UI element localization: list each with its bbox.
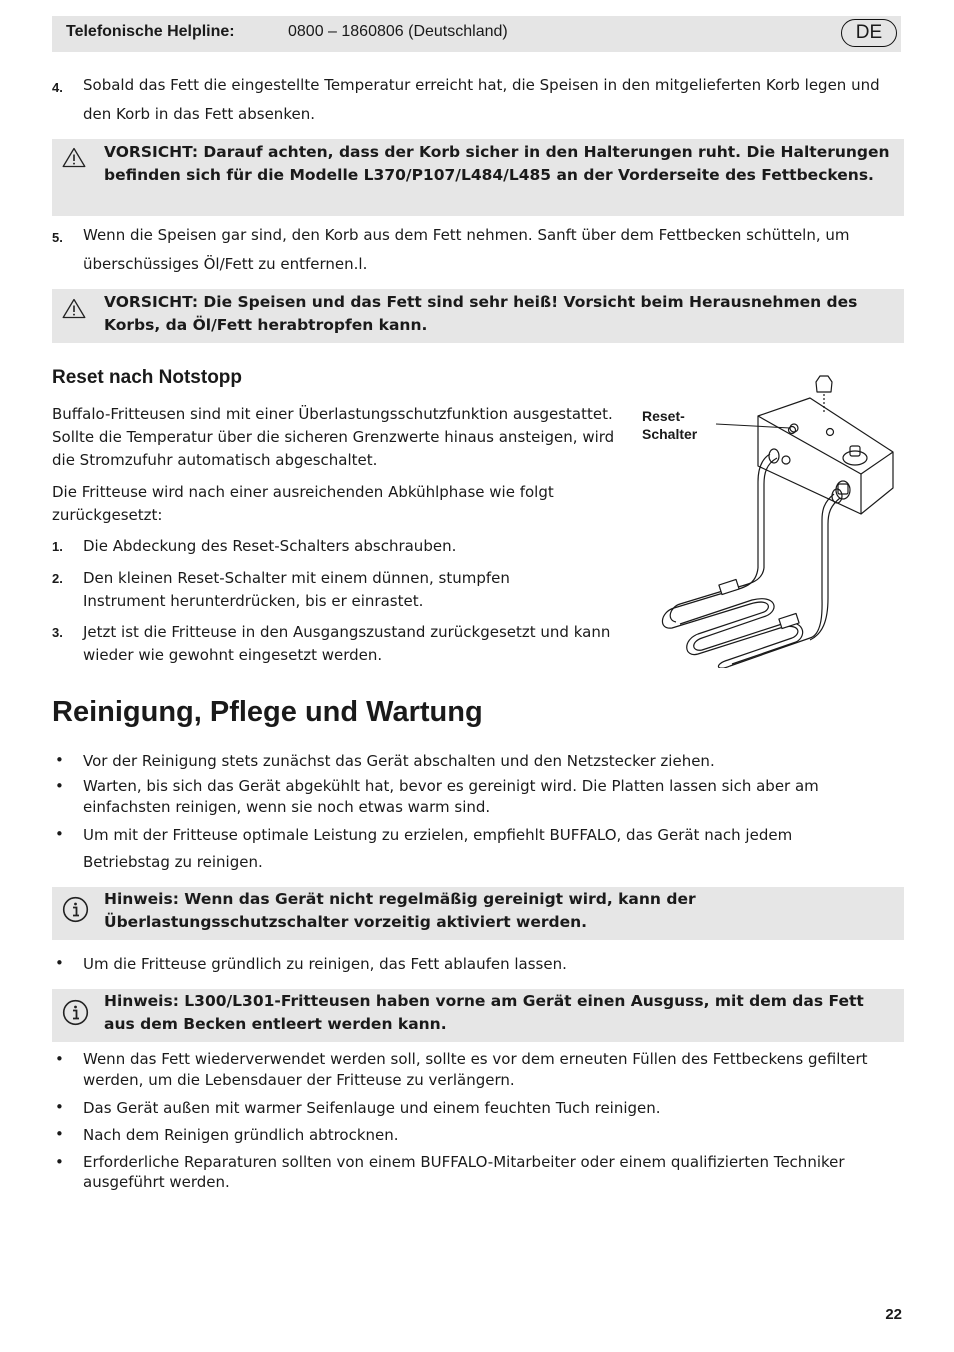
step-text: Den kleinen Reset-Schalter mit einem dünnen, stumpfen Instrument herunterdrücken, bis er einrastet. — [83, 569, 510, 610]
bullet-symbol: • — [55, 751, 64, 769]
info-icon — [62, 896, 89, 923]
step-text: Wenn die Speisen gar sind, den Korb aus dem Fett nehmen. Sanft über dem Fettbecken schütteln, um überschüssiges Öl/Fett zu entfernen.l. — [83, 226, 850, 273]
warning-triangle-icon — [62, 298, 86, 319]
step-text: Die Abdeckung des Reset-Schalters abschrauben. — [83, 537, 457, 555]
fryer-heating-element-illustration — [640, 372, 902, 668]
warning-text: VORSICHT: Darauf achten, dass der Korb sicher in den Halterungen ruht. Die Halterungen befinden sich für die Modelle L370/P107/L484/L485 an der Vorderseite des Fettbeckens. — [104, 143, 890, 184]
bullet-symbol: • — [55, 1098, 64, 1116]
step-number: 1. — [52, 539, 63, 554]
step-number: 2. — [52, 571, 63, 586]
step-text: Jetzt ist die Fritteuse in den Ausgangszustand zurückgesetzt und kann wieder wie gewohnt eingesetzt werden. — [83, 623, 611, 664]
info-note-text: Hinweis: Wenn das Gerät nicht regelmäßig gereinigt wird, kann der Überlastungsschutzschalter vorzeitig aktiviert werden. — [104, 890, 696, 931]
info-note-box — [52, 887, 904, 940]
section-heading-reset: Reset nach Notstopp — [52, 367, 243, 388]
info-note-box — [52, 989, 904, 1042]
reset-intro: Buffalo-Fritteusen sind mit einer Überlastungsschutzfunktion ausgestattet. Sollte die Temperatur über die sicheren Grenzwerte hinaus ansteigen, wird die Stromzufuhr automatisch abgeschaltet. — [52, 405, 615, 469]
reset-intro-2: Die Fritteuse wird nach einer ausreichenden Abkühlphase wie folgt zurückgesetzt: — [52, 483, 554, 524]
helpline-header — [52, 16, 901, 52]
warning-box — [52, 139, 904, 216]
bullet-symbol: • — [55, 954, 64, 972]
warning-box — [52, 289, 904, 343]
step-number: 5. — [52, 230, 63, 245]
bullet-symbol: • — [55, 1125, 64, 1143]
step-text: Sobald das Fett die eingestellte Temperatur erreicht hat, die Speisen in den mitgelieferten Korb legen und den Korb in das Fett absenken. — [83, 76, 880, 123]
bullet-item: Um die Fritteuse gründlich zu reinigen, das Fett ablaufen lassen. — [83, 955, 567, 973]
bullet-item: Das Gerät außen mit warmer Seifenlauge und einem feuchten Tuch reinigen. — [83, 1099, 661, 1117]
bullet-symbol: • — [55, 777, 64, 795]
warning-triangle-icon — [62, 147, 86, 168]
step-number: 4. — [52, 80, 63, 95]
bullet-symbol: • — [55, 1153, 64, 1171]
bullet-item: Wenn das Fett wiederverwendet werden soll, sollte es vor dem erneuten Füllen des Fettbeckens gefiltert werden, um die Lebensdauer der Fritteuse zu verlängern. — [83, 1050, 868, 1089]
bullet-item: Warten, bis sich das Gerät abgekühlt hat, bevor es gereinigt wird. Die Platten lassen sich aber am einfachsten reinigen, wenn sie noch etwas warm sind. — [83, 777, 819, 816]
page-number: 22 — [885, 1306, 902, 1323]
bullet-item: Erforderliche Reparaturen sollten von einem BUFFALO-Mitarbeiter oder einem qualifizierten Techniker ausgeführt werden. — [83, 1153, 845, 1191]
info-note-text: Hinweis: L300/L301-Fritteusen haben vorne am Gerät einen Ausguss, mit dem das Fett aus dem Becken entleert werden kann. — [104, 992, 864, 1033]
bullet-item: Vor der Reinigung stets zunächst das Gerät abschalten und den Netzstecker ziehen. — [83, 752, 715, 770]
info-icon — [62, 999, 89, 1026]
step-number: 3. — [52, 625, 63, 640]
bullet-symbol: • — [55, 1050, 64, 1068]
reset-switch-label: Reset-Schalter — [642, 408, 698, 442]
warning-text: VORSICHT: Die Speisen und das Fett sind sehr heiß! Vorsicht beim Herausnehmen des Korbs, da Öl/Fett herabtropfen kann. — [104, 293, 858, 334]
bullet-symbol: • — [55, 825, 64, 843]
helpline-label: Telefonische Helpline: — [66, 23, 235, 40]
bullet-item: Nach dem Reinigen gründlich abtrocknen. — [83, 1126, 399, 1144]
language-badge: DE — [841, 19, 897, 47]
helpline-number: 0800 – 1860806 (Deutschland) — [288, 23, 508, 40]
section-heading-cleaning: Reinigung, Pflege und Wartung — [52, 696, 483, 728]
bullet-item: Um mit der Fritteuse optimale Leistung zu erzielen, empfiehlt BUFFALO, das Gerät nach jedem Betriebstag zu reinigen. — [83, 826, 793, 871]
